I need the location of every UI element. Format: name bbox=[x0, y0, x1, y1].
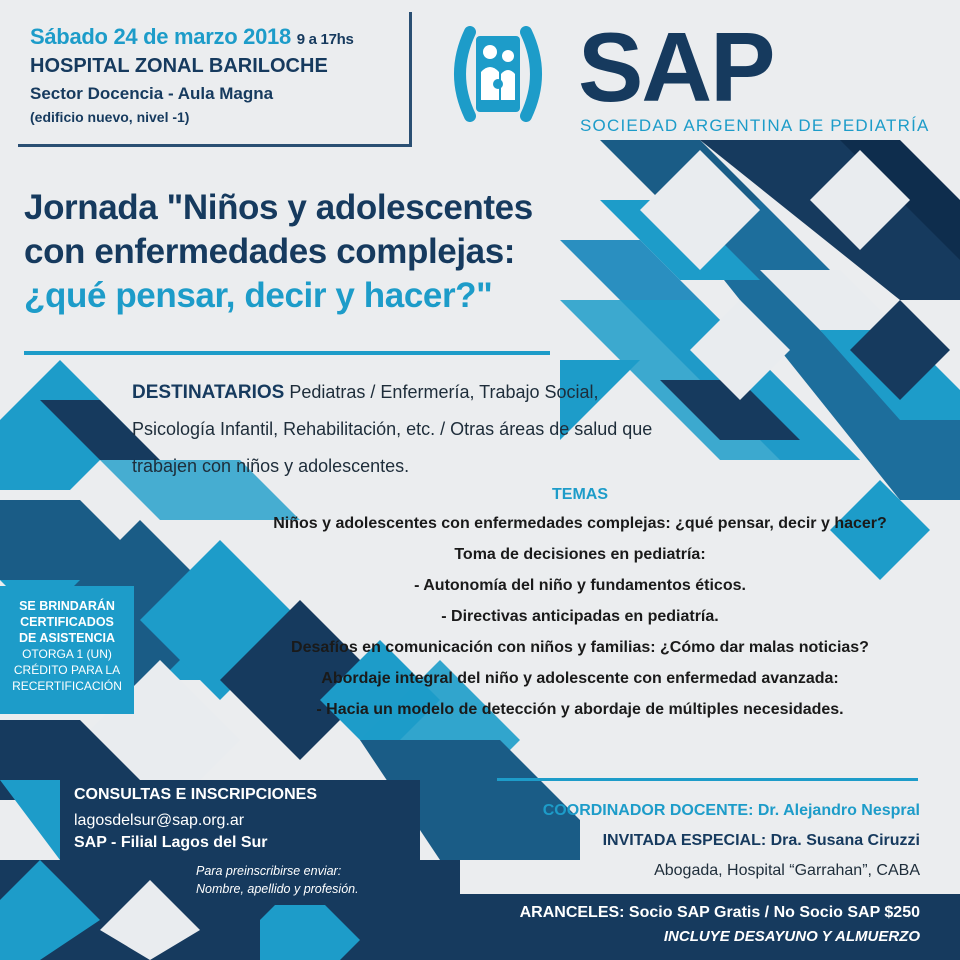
destinatarios-section bbox=[132, 374, 752, 485]
coordinator-label: COORDINADOR DOCENTE: bbox=[542, 802, 754, 819]
event-building: (edificio nuevo, nivel -1) bbox=[30, 109, 190, 125]
title-line-2: con enfermedades complejas: bbox=[24, 232, 516, 271]
contact-email-link[interactable]: lagosdelsur@sap.org.ar bbox=[74, 812, 245, 829]
event-hours: 9 a 17hs bbox=[296, 31, 354, 48]
tema-item: Niños y adolescentes con enfermedades complejas: ¿qué pensar, decir y hacer? bbox=[273, 515, 887, 532]
temas-section bbox=[230, 482, 930, 725]
destinatarios-label: DESTINATARIOS bbox=[132, 382, 285, 403]
logo-name: SOCIEDAD ARGENTINA DE PEDIATRÍA bbox=[580, 116, 930, 135]
tema-item: Toma de decisiones en pediatría: bbox=[454, 546, 706, 563]
logo-acronym: SAP bbox=[578, 12, 774, 122]
certificates-title-line: CERTIFICADOS bbox=[20, 615, 114, 629]
temas-list bbox=[230, 508, 930, 725]
title-line-3: ¿qué pensar, decir y hacer?" bbox=[24, 276, 493, 315]
tema-item: - Autonomía del niño y fundamentos éticos. bbox=[414, 577, 746, 594]
certificates-box bbox=[0, 586, 134, 714]
title-line-1: Jornada "Niños y adolescentes bbox=[24, 188, 533, 227]
guest-affiliation: Abogada, Hospital “Garrahan”, CABA bbox=[654, 862, 920, 879]
certificates-sub-line: OTORGA 1 (UN) bbox=[22, 647, 112, 661]
children-family-icon bbox=[448, 26, 548, 122]
coordinator-name: Dr. Alejandro Nespral bbox=[757, 802, 920, 819]
tema-item: - Directivas anticipadas en pediatría. bbox=[441, 608, 719, 625]
preinscription-line: Nombre, apellido y profesión. bbox=[196, 882, 359, 896]
destinatarios-line-1: Pediatras / Enfermería, Trabajo Social, bbox=[289, 382, 599, 402]
certificates-title-line: DE ASISTENCIA bbox=[18, 631, 116, 645]
certificates-subtitle bbox=[0, 646, 134, 694]
destinatarios-line-2: Psicología Infantil, Rehabilitación, etc. / Otras áreas de salud que bbox=[132, 419, 653, 439]
event-title bbox=[24, 186, 664, 318]
tema-item: - Hacia un modelo de detección y abordaje de múltiples necesidades. bbox=[316, 701, 844, 718]
guest-label: INVITADA ESPECIAL: bbox=[602, 832, 767, 849]
coordination-divider bbox=[497, 778, 918, 781]
certificates-sub-line: CRÉDITO PARA LA bbox=[13, 663, 121, 677]
tema-item: Abordaje integral del niño y adolescente con enfermedad avanzada: bbox=[321, 670, 839, 687]
event-sector: Sector Docencia - Aula Magna bbox=[30, 84, 274, 103]
certificates-sub-line: RECERTIFICACIÓN bbox=[12, 679, 122, 693]
guest-name: Dra. Susana Ciruzzi bbox=[770, 832, 920, 849]
consultas-section bbox=[74, 786, 317, 852]
coordination-section bbox=[480, 796, 920, 886]
fees-banner bbox=[430, 894, 960, 960]
temas-title: TEMAS bbox=[552, 486, 608, 503]
destinatarios-line-3: trabajen con niños y adolescentes. bbox=[132, 456, 410, 476]
tema-item: Desafíos en comunicación con niños y familias: ¿Cómo dar malas noticias? bbox=[291, 639, 869, 656]
consultas-title: CONSULTAS E INSCRIPCIONES bbox=[74, 786, 317, 803]
preinscription-line: Para preinscribirse enviar: bbox=[196, 864, 342, 878]
event-date-text: Sábado 24 de marzo 2018 bbox=[30, 24, 291, 49]
event-date bbox=[30, 24, 354, 50]
preinscription-note bbox=[196, 862, 359, 898]
fees-note: INCLUYE DESAYUNO Y ALMUERZO bbox=[663, 928, 920, 945]
title-divider bbox=[24, 351, 550, 355]
certificates-title bbox=[0, 598, 134, 646]
consultas-filial: SAP - Filial Lagos del Sur bbox=[74, 834, 268, 851]
event-place: HOSPITAL ZONAL BARILOCHE bbox=[30, 55, 328, 77]
certificates-title-line: SE BRINDARÁN bbox=[19, 599, 115, 613]
fees-line: ARANCELES: Socio SAP Gratis / No Socio SAP $250 bbox=[519, 904, 920, 921]
